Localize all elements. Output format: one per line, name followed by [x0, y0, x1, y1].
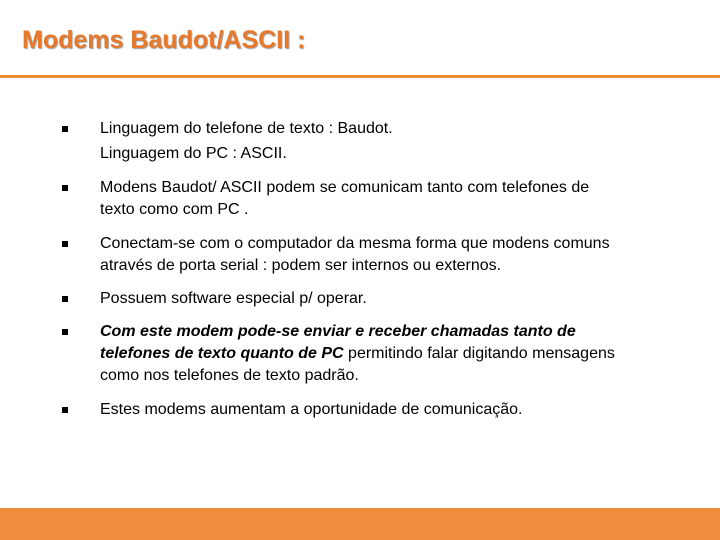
bullet-text — [100, 177, 700, 221]
bullet-line: Linguagem do telefone de texto : Baudot. — [100, 120, 393, 137]
bullet-line: através de porta serial : podem ser internos ou externos. — [100, 257, 502, 274]
bullet-line: texto como com PC . — [100, 201, 249, 218]
bullet-line: como nos telefones de texto padrão. — [100, 367, 359, 384]
footer-bar — [0, 508, 720, 540]
square-bullet-icon — [62, 126, 68, 132]
bullet-text — [100, 118, 700, 165]
emphasis-text: telefones de texto quanto de PC — [100, 345, 344, 362]
bullet-text — [100, 321, 700, 387]
slide-title: Modems Baudot/ASCII : — [22, 26, 306, 54]
bullet-line: Conectam-se com o computador da mesma forma que modens comuns — [100, 235, 610, 252]
emphasis-line: Com este modem pode-se enviar e receber chamadas tanto de — [100, 323, 576, 340]
bullet-line: Modens Baudot/ ASCII podem se comunicam tanto com telefones de — [100, 179, 590, 196]
bullet-text — [100, 233, 700, 277]
title-underline — [0, 75, 720, 78]
square-bullet-icon — [62, 185, 68, 191]
square-bullet-icon — [62, 329, 68, 335]
bullet-text — [100, 399, 700, 421]
bullet-text — [100, 288, 700, 310]
plain-text: permitindo falar digitando mensagens — [343, 345, 615, 362]
bullet-line: Estes modems aumentam a oportunidade de comunicação. — [100, 401, 523, 418]
bullet-line: Possuem software especial p/ operar. — [100, 290, 367, 307]
square-bullet-icon — [62, 407, 68, 413]
square-bullet-icon — [62, 296, 68, 302]
bullet-line — [100, 343, 700, 365]
bullet-line: Linguagem do PC : ASCII. — [100, 145, 287, 162]
square-bullet-icon — [62, 241, 68, 247]
